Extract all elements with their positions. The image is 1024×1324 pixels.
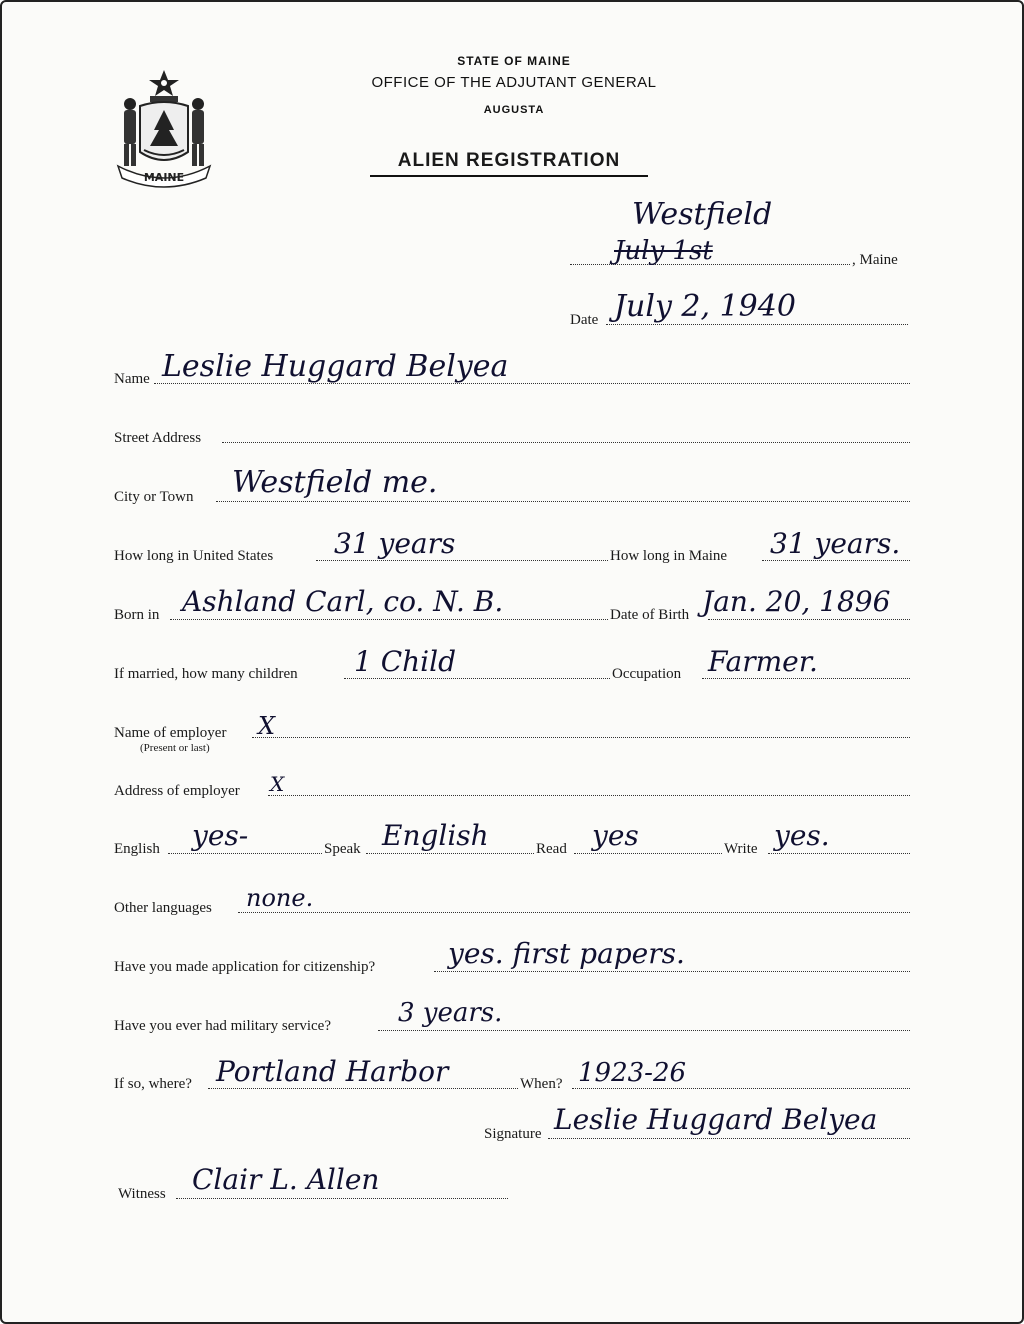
state-heading: STATE OF MAINE <box>457 54 571 68</box>
signature-line <box>548 1138 910 1139</box>
date-value: July 2, 1940 <box>614 289 796 324</box>
other-lang-value: none. <box>246 884 314 912</box>
children-value: 1 Child <box>354 645 457 678</box>
occupation-label: Occupation <box>612 666 682 682</box>
write-value: yes. <box>774 819 830 852</box>
name-label: Name <box>114 371 150 387</box>
signature-label: Signature <box>484 1126 542 1142</box>
city-value: Westfield me. <box>232 465 438 500</box>
where-label: If so, where? <box>114 1076 192 1092</box>
dob-value: Jan. 20, 1896 <box>702 585 891 618</box>
military-value: 3 years. <box>398 998 503 1028</box>
employer-label: Name of employer <box>114 725 227 741</box>
where-line <box>208 1088 518 1089</box>
children-line <box>344 678 610 679</box>
us-value: 31 years <box>334 527 456 560</box>
other-lang-line <box>238 912 910 913</box>
citizenship-line <box>434 971 910 972</box>
write-label: Write <box>724 841 758 857</box>
dob-label: Date of Birth <box>610 607 690 623</box>
maine-time-label: How long in Maine <box>610 548 728 564</box>
maine-time-line <box>762 560 910 561</box>
city-label: City or Town <box>114 489 194 505</box>
street-label: Street Address <box>114 430 202 446</box>
born-value: Ashland Carl, co. N. B. <box>182 585 504 618</box>
speak-value: English <box>382 819 489 852</box>
employer-address-value: X <box>270 772 285 796</box>
where-value: Portland Harbor <box>216 1055 449 1088</box>
write-line <box>768 853 910 854</box>
city-line <box>216 501 910 502</box>
speak-line <box>366 853 534 854</box>
employer-line <box>252 737 910 738</box>
witness-value: Clair L. Allen <box>192 1163 380 1196</box>
when-line <box>572 1088 910 1089</box>
children-label: If married, how many children <box>114 666 298 682</box>
when-value: 1923-26 <box>578 1058 687 1088</box>
born-line <box>170 619 608 620</box>
occupation-value: Farmer. <box>708 645 818 678</box>
town-struck-value: July 1st <box>614 236 713 266</box>
maine-label: , Maine <box>852 252 898 268</box>
signature-value: Leslie Huggard Belyea <box>554 1103 878 1136</box>
occupation-line <box>702 678 910 679</box>
witness-line <box>176 1198 508 1199</box>
when-label: When? <box>520 1076 563 1092</box>
name-value: Leslie Huggard Belyea <box>162 349 509 384</box>
town-value: Westfield <box>632 197 773 232</box>
born-label: Born in <box>114 607 160 623</box>
employer-address-line <box>268 795 910 796</box>
us-line <box>316 560 608 561</box>
military-line <box>378 1030 910 1031</box>
date-line <box>606 324 908 325</box>
read-label: Read <box>536 841 567 857</box>
english-value: yes- <box>192 819 249 852</box>
us-label: How long in United States <box>114 548 274 564</box>
employer-value: X <box>258 712 276 740</box>
witness-label: Witness <box>118 1186 166 1202</box>
citizenship-value: yes. first papers. <box>448 937 685 970</box>
city-heading: AUGUSTA <box>483 104 545 116</box>
employer-address-label: Address of employer <box>114 783 240 799</box>
street-line <box>222 442 910 443</box>
speak-label: Speak <box>324 841 361 857</box>
seal-text: MAINE <box>143 171 185 184</box>
read-line <box>574 853 722 854</box>
military-label: Have you ever had military service? <box>114 1018 331 1034</box>
citizenship-label: Have you made application for citizenship? <box>114 959 376 975</box>
english-label: English <box>114 841 160 857</box>
dob-line <box>708 619 910 620</box>
employer-note: (Present or last) <box>140 742 210 754</box>
maine-time-value: 31 years. <box>770 527 901 560</box>
english-line <box>168 853 322 854</box>
form-title: ALIEN REGISTRATION <box>370 150 648 177</box>
date-label: Date <box>570 312 599 328</box>
read-value: yes <box>592 819 639 852</box>
office-heading: OFFICE OF THE ADJUTANT GENERAL <box>371 74 657 91</box>
other-lang-label: Other languages <box>114 900 212 916</box>
